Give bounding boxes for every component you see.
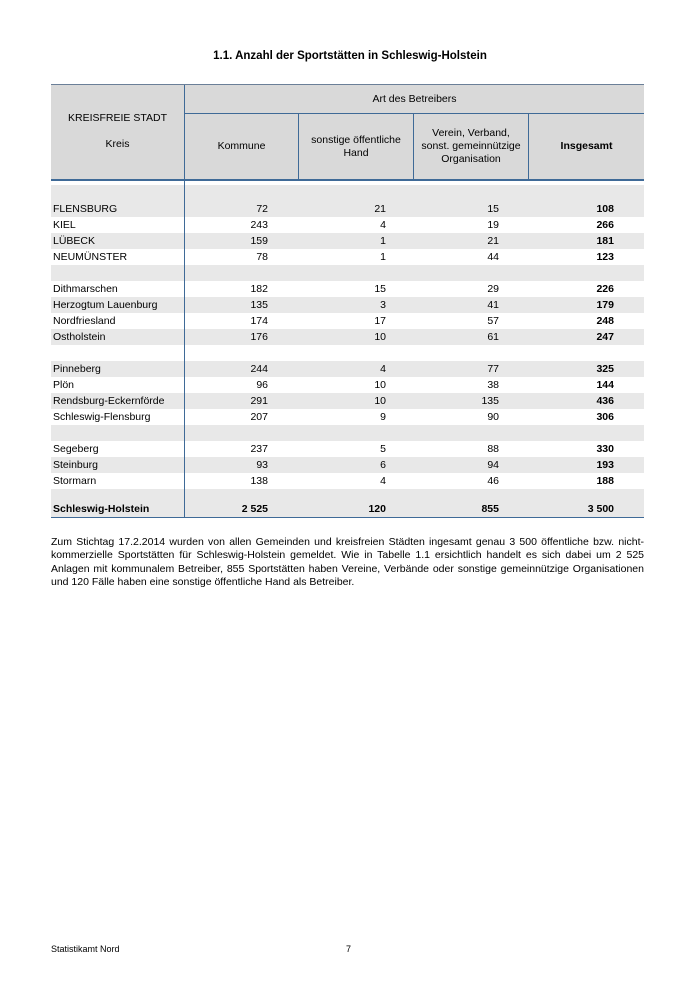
table-row: [51, 457, 644, 473]
value-verein: 46: [487, 475, 499, 487]
value-verein: 15: [487, 203, 499, 215]
value-verein: 41: [487, 299, 499, 311]
row-label: KIEL: [53, 219, 76, 231]
table-row: [51, 361, 644, 377]
value-verein: 29: [487, 283, 499, 295]
value-insgesamt: 188: [596, 475, 614, 487]
table-spacer-row: [51, 265, 644, 281]
value-kommune: 176: [250, 331, 268, 343]
value-kommune: 237: [250, 443, 268, 455]
value-sonstige: 1: [380, 251, 386, 263]
value-sonstige: 6: [380, 459, 386, 471]
row-label: Steinburg: [53, 459, 98, 471]
value-sonstige: 3: [380, 299, 386, 311]
table-spacer-row: [51, 185, 644, 201]
value-sonstige: 4: [380, 475, 386, 487]
value-insgesamt: 325: [596, 363, 614, 375]
value-kommune: 78: [256, 251, 268, 263]
table-header: [51, 84, 644, 181]
value-insgesamt: 266: [596, 219, 614, 231]
value-sonstige: 4: [380, 363, 386, 375]
value-kommune: 138: [250, 475, 268, 487]
table-row: [51, 393, 644, 409]
total-label: Schleswig-Holstein: [53, 503, 150, 515]
row-label: Herzogtum Lauenburg: [53, 299, 158, 311]
value-insgesamt: 123: [596, 251, 614, 263]
value-sonstige: 10: [374, 331, 386, 343]
value-verein: 135: [481, 395, 499, 407]
total-insgesamt: 3 500: [587, 503, 614, 515]
value-sonstige: 5: [380, 443, 386, 455]
row-label: Stormarn: [53, 475, 97, 487]
value-sonstige: 15: [374, 283, 386, 295]
table-total-row: [51, 489, 644, 518]
value-insgesamt: 330: [596, 443, 614, 455]
value-verein: 57: [487, 315, 499, 327]
table-row: [51, 409, 644, 425]
value-insgesamt: 193: [596, 459, 614, 471]
value-kommune: 159: [250, 235, 268, 247]
table-bottom-rule: [51, 517, 644, 518]
value-sonstige: 10: [374, 395, 386, 407]
row-label: Ostholstein: [53, 331, 106, 343]
row-label: FLENSBURG: [53, 203, 118, 215]
row-label: Plön: [53, 379, 75, 391]
value-verein: 19: [487, 219, 499, 231]
value-insgesamt: 144: [596, 379, 614, 391]
table-row: [51, 217, 644, 233]
table-row: [51, 329, 644, 345]
value-insgesamt: 181: [596, 235, 614, 247]
header-insgesamt: Insgesamt: [560, 140, 613, 152]
row-label: Pinneberg: [53, 363, 101, 375]
region-header-cell: [51, 85, 184, 179]
table-row: [51, 377, 644, 393]
sports-facilities-table: [51, 84, 644, 518]
value-insgesamt: 306: [596, 411, 614, 423]
body-divider: [184, 181, 185, 518]
value-sonstige: 1: [380, 235, 386, 247]
value-kommune: 96: [256, 379, 268, 391]
value-kommune: 207: [250, 411, 268, 423]
table-row: [51, 233, 644, 249]
header-art-des-betreibers: Art des Betreibers: [185, 85, 644, 114]
row-label: LÜBECK: [53, 235, 96, 247]
value-sonstige: 21: [374, 203, 386, 215]
table-row: [51, 297, 644, 313]
total-verein: 855: [481, 503, 499, 515]
value-kommune: 244: [250, 363, 268, 375]
value-kommune: 243: [250, 219, 268, 231]
header-kommune: Kommune: [217, 140, 266, 152]
value-verein: 44: [487, 251, 499, 263]
value-kommune: 291: [250, 395, 268, 407]
value-kommune: 135: [250, 299, 268, 311]
header-kreis: Kreis: [105, 138, 130, 150]
header-divider: [413, 114, 414, 179]
table-row: [51, 473, 644, 489]
value-verein: 61: [487, 331, 499, 343]
value-verein: 21: [487, 235, 499, 247]
value-kommune: 93: [256, 459, 268, 471]
value-verein: 38: [487, 379, 499, 391]
value-insgesamt: 179: [596, 299, 614, 311]
value-insgesamt: 436: [596, 395, 614, 407]
header-kreisfreie-stadt: KREISFREIE STADT: [68, 112, 167, 124]
description-paragraph: Zum Stichtag 17.2.2014 wurden von allen Gemeinden und kreisfreien Städten ingesamt genau 3 500 öffentliche bzw. nicht-kommerzielle Sportstätten für Schleswig-Holstein gemeldet. Wie in Tabelle 1.1 ersichtlich handelt es sich dabei um 2 525 Anlagen mit kommunalem Betreiber, 855 Sportstätten haben Vereine, Verbände oder sonstige gemeinnützige Organisationen und 120 Fälle haben eine sonstige öffentliche Hand als Betreiber.: [51, 536, 644, 589]
table-row: [51, 281, 644, 297]
header-divider: [298, 114, 299, 179]
table-spacer-row: [51, 345, 644, 361]
row-label: Dithmarschen: [53, 283, 118, 295]
total-sonstige: 120: [368, 503, 386, 515]
row-label: Schleswig-Flensburg: [53, 411, 151, 423]
value-sonstige: 4: [380, 219, 386, 231]
row-label: NEUMÜNSTER: [53, 251, 128, 263]
value-insgesamt: 108: [596, 203, 614, 215]
value-verein: 94: [487, 459, 499, 471]
total-kommune: 2 525: [241, 503, 268, 515]
row-label: Nordfriesland: [53, 315, 116, 327]
value-sonstige: 17: [374, 315, 386, 327]
value-kommune: 174: [250, 315, 268, 327]
header-verein-verband: Verein, Verband, sonst. gemeinnützige Organisation: [421, 127, 521, 165]
header-sonstige-oeffentliche-hand: sonstige öffentliche Hand: [311, 133, 401, 159]
page-title: 1.1. Anzahl der Sportstätten in Schleswig-Holstein: [213, 50, 487, 62]
table-row: [51, 201, 644, 217]
table-spacer-row: [51, 425, 644, 441]
value-kommune: 182: [250, 283, 268, 295]
row-label: Segeberg: [53, 443, 99, 455]
value-insgesamt: 247: [596, 331, 614, 343]
row-label: Rendsburg-Eckernförde: [53, 395, 165, 407]
value-insgesamt: 226: [596, 283, 614, 295]
value-kommune: 72: [256, 203, 268, 215]
value-sonstige: 10: [374, 379, 386, 391]
table-row: [51, 441, 644, 457]
value-verein: 88: [487, 443, 499, 455]
footer-publisher: Statistikamt Nord: [51, 944, 120, 954]
value-verein: 90: [487, 411, 499, 423]
value-sonstige: 9: [380, 411, 386, 423]
table-row: [51, 249, 644, 265]
value-insgesamt: 248: [596, 315, 614, 327]
value-verein: 77: [487, 363, 499, 375]
table-row: [51, 313, 644, 329]
table-body: [51, 181, 644, 518]
page-number: 7: [346, 944, 352, 954]
